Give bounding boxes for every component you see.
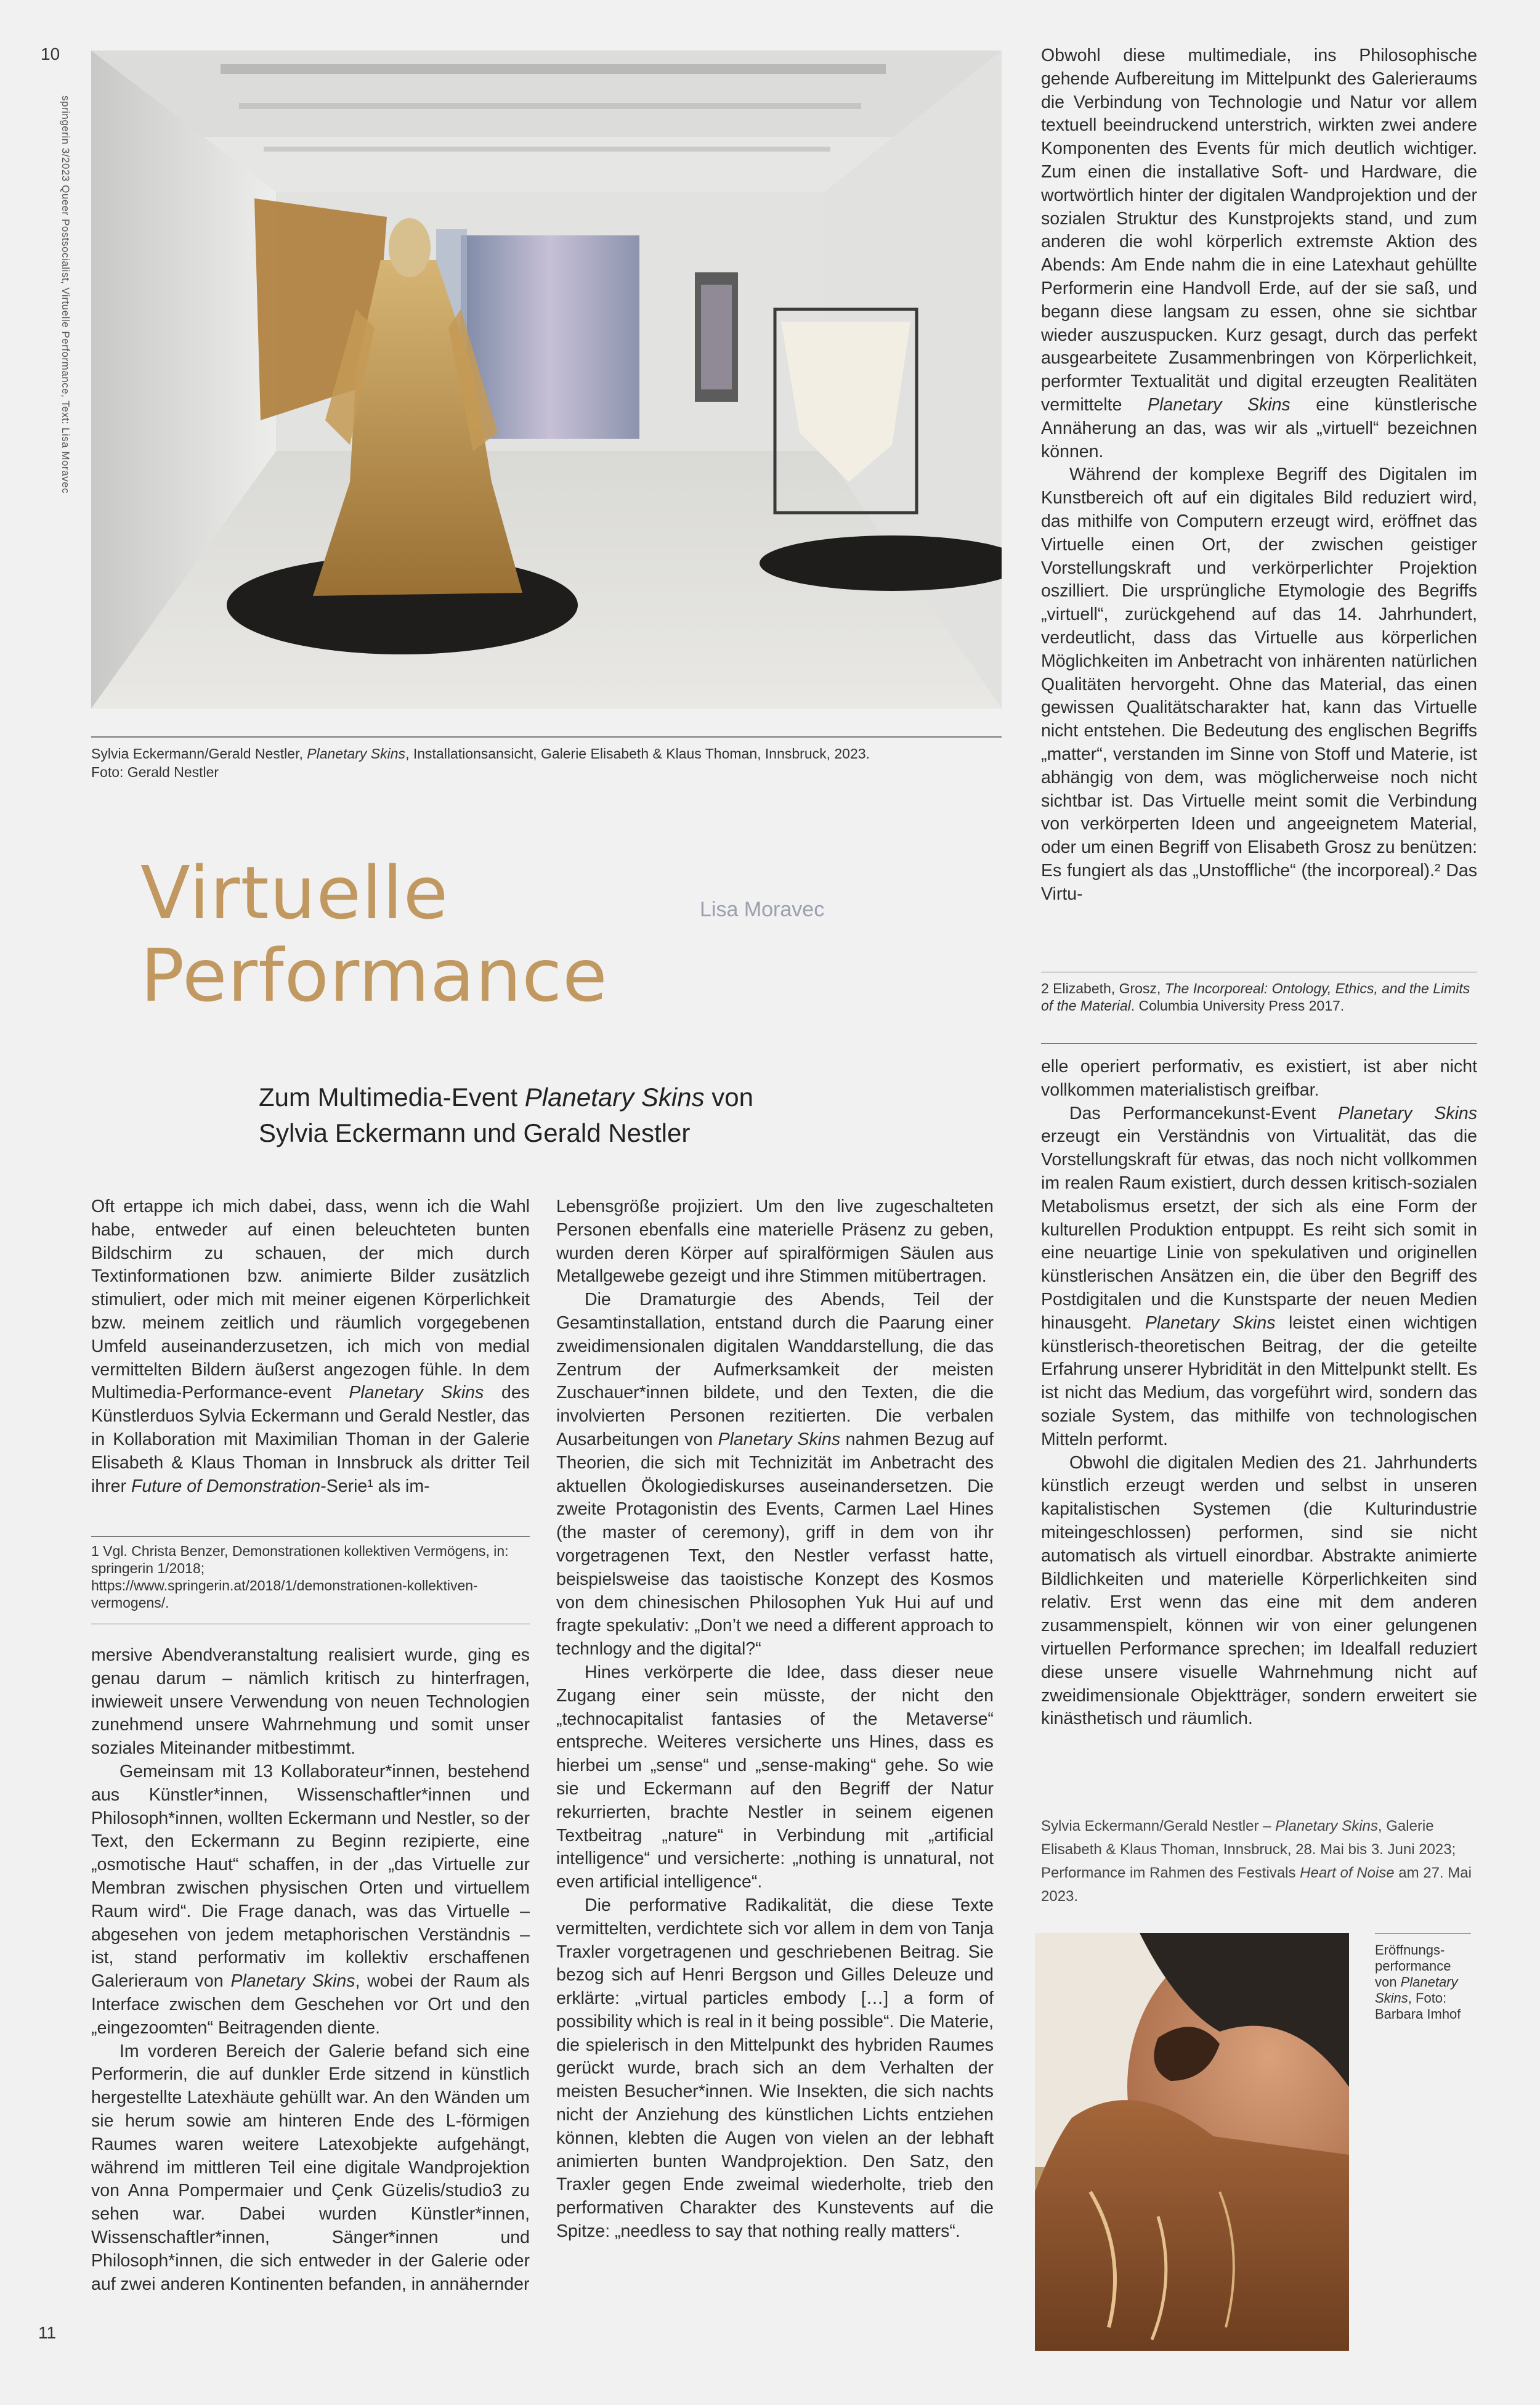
column-2: Lebensgröße projiziert. Um den live zugeschalteten Personen ebenfalls eine materielle Präsenz zu geben, wurden deren Körper auf spiralförmigen Säulen aus Metallgewebe gezeigt und ihre Stimmen mitübertragen. Die Dramaturgie des Abends, Teil der Gesamtinstallation, entstand durch die Paarung einer zweidimensionalen digitalen Wanddarstellung, die das Zentrum der Aufmerksamkeit der meisten Zuschauer*innen bildete, und den Texten, die die involvierten Personen rezitierten. Die verbalen Ausarbeitungen von Planetary Skins nahmen Bezug auf Theorien, die sich mit Technizität im Anbetracht des aktuellen Ökologiediskurses auseinandersetzen. Die zweite Protagonistin des Events, Carmen Lael Hines (the master of ceremony), griff in dem von ihr vorgetragenen Text, den Nestler verfasst hatte, beispielsweise das taoistische Konzept des Kosmos von dem chinesischen Philosophen Yuk Hui auf und fragte spekulativ: „Don’t we need a different approach to technlogy and the digital?“ Hines verkörperte die Idee, dass dieser neue Zugang einer sein müsste, der nicht den „technocapitalist fantasies of the Metaverse“ entspreche. Weiteres versicherte uns Hines, dass es hierbei um „sense“ und „sense-making“ gehe. So wie sie und Eckermann auf den Begriff der Natur rekurrierten, brachte Nestler in seinem eigenen Textbeitrag „nature“ in Verbindung mit „artificial intelligence“ und versicherte: „nothing is unnatural, not even artificial intelligence“. Die performative Radikalität, die diese Texte vermittelten, verdichtete sich vor allem in dem von Tanja Traxler vorgetragenen und geschriebenen Beitrag. Sie bezog sich auf Henri Bergson und Gilles Deleuze und erklärte: „virtual particles embody […] a form of possibility which is real in it being possible“. Die Materie, die spielerisch in den Mittelpunkt des hybriden Raumes gerückt wurde, brach sich an dem Verhalten der meisten Besucher*innen. Wie Insekten, die sich nachts nicht der Anziehung des künstlichen Lichts entziehen können, klebten die Augen von vielen an der lebhaft animierten bunten Wandprojektion. Den Satz, den Traxler gegen Ende zweimal wiederholte, trieb den performativen Charakter des Kunstevents auf die Spitze: „needless to say that nothing really matters“. [556, 1197, 994, 2242]
column-3-part-2: elle operiert performativ, es existiert, ist aber nicht vollkommen materialistisch greifbar. Das Performancekunst-Event Planetary Skins erzeugt ein Verständnis von Virtualität, das die Vorstellungskraft für etwas, das noch nicht vollkommen im realen Raum existiert, durch dessen kritisch-sozialen Metabolismus ersetzt, der sich als eine Form der kulturellen Produktion entpuppt. Es reiht sich somit in eine neuartige Linie von spekulativen und originellen künstlerischen Ansätzen ein, die über den Begriff des Postdigitalen und die Kunstsparte der neuen Medien hinausgeht. Planetary Skins leistet einen wichtigen künstlerisch-theoretischen Beitrag, der die geteilte Erfahrung unserer Hybridität in den Mittelpunkt stellt. Es ist nicht das Medium, das vorgeführt wird, sondern das soziale System, das mithilfe von technologischen Mitteln performt. Obwohl die digitalen Medien des 21. Jahrhunderts künstlich erzeugt werden und selbst in unseren kapitalistischen Systemen (die Kulturindustrie miteingeschlossen) performen, sind sie nicht automatisch als virtuell einordbar. Abstrakte animierte Bildlichkeiten und materielle Körperlichkeiten sind relativ. Erst wenn das eine mit dem anderen zusammenspielt, können wir von einer gelungenen virtuellen Performance sprechen; im Idealfall reduziert diese unsere visuelle Wahrnehmung nicht auf zweidimensionale Objektträger, sondern erweitert sie kinästhetisch und räumlich. [1041, 1057, 1477, 1729]
photo-caption: Sylvia Eckermann/Gerald Nestler, Planetary Skins, Installationsansicht, Galerie Elisabeth & Klaus Thoman, Innsbruck, 2023. Foto: Gerald Nestler [91, 746, 870, 780]
page-number-bottom: 11 [38, 2323, 57, 2342]
footnote-2: 2 Elizabeth, Grosz, The Incorporeal: Ontology, Ethics, and the Limits of the Material. Columbia University Press 2017. [1041, 980, 1470, 1014]
performance-photo [1035, 1933, 1349, 2351]
article-subtitle: Zum Multimedia-Event Planetary Skins von Sylvia Eckermann und Gerald Nestler [259, 1083, 753, 1147]
page-number-top: 10 [41, 44, 60, 63]
sidebar-meta: springerin 3/2023 Queer Postsocialist, Virtuelle Performance, Text: Lisa Moravec [60, 96, 71, 494]
footnote-1: 1 Vgl. Christa Benzer, Demonstrationen kollektiven Vermögens, in: springerin 1/2018; https://www.springerin.at/2018/1/demonstrationen-kollektiven-vermogens/. [91, 1543, 509, 1611]
event-info: Sylvia Eckermann/Gerald Nestler – Planetary Skins, Galerie Elisabeth & Klaus Thoman, Innsbruck, 28. Mai bis 3. Juni 2023; Performance im Rahmen des Festivals Heart of Noise am 27. Mai 2023. [1041, 1818, 1472, 1905]
article-title: Virtuelle Performance [140, 850, 608, 1018]
column-3-part-1: Obwohl diese multimediale, ins Philosophische gehende Aufbereitung im Mittelpunkt des Galerieraums die Verbindung von Technologie und Natur vor allem textuell beeindruckend unterstrich, wirkten zwei andere Komponenten des Events für mich deutlich wichtiger. Zum einen die installative Soft- und Hardware, die wortwörtlich hinter der digitalen Wandprojektion und der sozialen Struktur des Kunstprojekts stand, und zum anderen die wohl körperlich extremste Aktion des Abends: Am Ende nahm die in eine Latexhaut gehüllte Performerin eine Handvoll Erde, auf der sie saß, und begann diese langsam zu essen, ohne sie sichtbar wieder auszuspucken. Kurz gesagt, durch das perfekt ausgearbeitete Zusammenbringen von Körperlichkeit, performter Textualität und digital erzeugten Realitäten vermittelte Planetary Skins eine künstlerische Annäherung an das, was wir als „virtuell“ bezeichnen können. Während der komplexe Begriff des Digitalen im Kunstbereich oft auf ein digitales Bild reduziert wird, das mithilfe von Computern erzeugt wird, eröffnet das Virtuelle einen Ort, der zwischen geistiger Vorstellungskraft und verkörperlichter Projektion oszilliert. Die ursprüngliche Etymologie des Begriffs „virtuell“, zurückgehend auf das 14. Jahrhundert, verdeutlicht, dass das Virtuelle aus körperlichen Möglichkeiten im Anbetracht von inhärenten natürlichen Qualitäten hervorgeht. Ohne das Material, das einen gewissen Qualitätscharakter hat, kann das Virtuelle nicht entstehen. Die Bedeutung des englischen Begriffs „matter“, verstanden im Sinne von Stoff und Materie, ist abhängig von dem, was möglicherweise noch nicht sichtbar ist. Das Virtuelle meint somit die Verbindung von verkörperten Ideen und angeeignetem Material, oder um einen Begriff von Elisabeth Grosz zu benützen: Es fungiert als das „Unstoffliche“ (the incorporeal).² Das Virtu- [1041, 46, 1477, 904]
paragraph: Oft ertappe ich mich dabei, dass, wenn ich die Wahl habe, entweder auf einen beleuchteten bunten Bildschirm zu schauen, der mich durch Textinformationen bzw. animierte Bilder zusätzlich stimuliert, oder mich mit meiner eigenen Körperlichkeit bzw. meinem zeitlich und räumlich vorgegebenen Umfeld auseinanderzusetzen, ich mich von medial vermittelten Bildern äußerst angezogen fühle. In dem Multimedia-Performance-event Planetary Skins des Künstlerduos Sylvia Eckermann und Gerald Nestler, das in Kollaboration mit Maximilian Thoman in der Galerie Elisabeth & Klaus Thoman in Innsbruck als dritter Teil ihrer Future of Demonstration-Serie¹ als im- [91, 1197, 530, 1496]
column-1-part-2: mersive Abendveranstaltung realisiert wurde, ging es genau darum – nämlich kritisch zu hinterfragen, inwieweit unsere Verwendung von neuen Technologien zunehmend unsere Wahrnehmung und somit unser soziales Miteinander mitbestimmt. Gemeinsam mit 13 Kollaborateur*innen, bestehend aus Künstler*innen, Wissenschaftler*innen und Philosoph*innen, wollten Eckermann und Nestler, so der Text, den Eckermann zu Beginn rezipierte, eine „osmotische Haut“ schaffen, in der „das Virtuelle zur Membran zwischen physischen Orten und virtuellem Raum wird“. Die Frage danach, was das Virtuelle – abgesehen von jedem metaphorischen Verständnis – ist, stand performativ im kollektiv erschaffenen Galerieraum von Planetary Skins, wobei der Raum als Interface zwischen dem Geschehen vor Ort und den „eingezoomten“ Beitragenden diente. Im vorderen Bereich der Galerie befand sich eine Performerin, die auf dunkler Erde sitzend in künstlich hergestellte Latexhäute gehüllt war. An den Wänden um sie herum sowie am hinteren Ende des L-förmigen Raumes waren weitere Latexobjekte aufgehängt, während im mittleren Teil eine digitale Wandprojektion von Anna Pompermaier und Çenk Güzelis/studio3 zu sehen war. Dabei wurden Künstler*innen, Wissenschaftler*innen, Sänger*innen und Philosoph*innen, die sich entweder in der Galerie oder auf zwei anderen Kontinenten befanden, in annähernder [91, 1645, 530, 2294]
installation-photo [91, 51, 1002, 709]
performance-photo-caption: Eröffnungs- performance von Planetary Skins, Foto: Barbara Imhof [1375, 1942, 1461, 2022]
column-1-part-1 [91, 1195, 530, 1498]
author-name: Lisa Moravec [700, 898, 825, 921]
